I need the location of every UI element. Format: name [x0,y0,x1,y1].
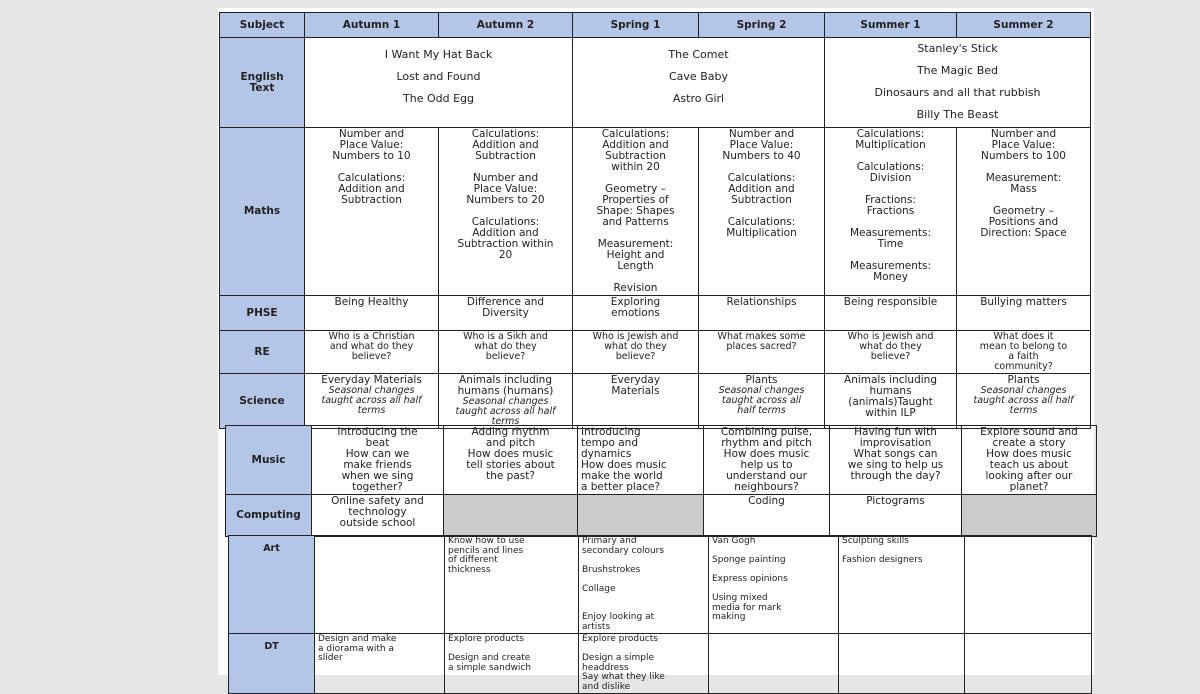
english-autumn-texts: I Want My Hat Back Lost and Found The Odd Egg [305,38,573,128]
dt-cell [839,634,965,694]
computing-cell: Coding [704,495,830,537]
maths-cell: Number and Place Value: Numbers to 10 Calculations: Addition and Subtraction [305,128,439,296]
re-cell: What makes some places sacred? [699,331,825,374]
science-note: Seasonal changes taught across all half terms [718,385,805,416]
maths-row [220,128,1091,296]
curriculum-table-main [219,12,1091,429]
science-topic: Everyday Materials [610,374,661,397]
music-cell: Introducing the beat How can we make friends when we sing together? [312,426,444,495]
science-topic: Plants [1007,374,1040,386]
music-label: Music [226,426,312,495]
phse-row [220,296,1091,331]
phse-label: PHSE [220,296,305,331]
computing-row [226,495,1097,537]
phse-cell: Being Healthy [305,296,439,331]
art-cell: Sculpting skills Fashion designers [839,536,965,634]
maths-cell: Number and Place Value: Numbers to 100 Measurement: Mass Geometry – Positions and Direction: Space [957,128,1091,296]
science-note: Seasonal changes taught across all half terms [973,385,1074,416]
art-cell: Van Gogh Sponge painting Express opinions Using mixed media for mark making [709,536,839,634]
dt-cell: Explore products Design a simple headdress Say what they like and dislike [579,634,709,694]
science-cell [825,374,957,429]
science-cell [573,374,699,429]
maths-cell: Calculations: Addition and Subtraction Number and Place Value: Numbers to 20 Calculations: Addition and Subtraction within 20 [439,128,573,296]
computing-cell: Online safety and technology outside school [312,495,444,537]
header-autumn-1: Autumn 1 [305,13,439,38]
re-cell: Who is a Christian and what do they believe? [305,331,439,374]
science-topic: Everyday Materials [321,374,422,386]
phse-cell: Bullying matters [957,296,1091,331]
dt-cell: Explore products Design and create a simple sandwich [445,634,579,694]
english-label: English Text [220,38,305,128]
computing-cell-empty [444,495,578,537]
header-spring-1: Spring 1 [573,13,699,38]
header-row [220,13,1091,38]
science-label: Science [220,374,305,429]
science-cell [699,374,825,429]
header-summer-1: Summer 1 [825,13,957,38]
science-row [220,374,1091,429]
science-note: Seasonal changes taught across all half terms [321,385,422,416]
science-topic: Animals including humans (animals)Taught within ILP [844,374,937,419]
header-summer-2: Summer 2 [957,13,1091,38]
header-subject: Subject [220,13,305,38]
dt-cell [965,634,1092,694]
computing-cell-empty [962,495,1097,537]
computing-label: Computing [226,495,312,537]
dt-row [229,634,1092,694]
dt-cell: Design and make a diorama with a slider [315,634,445,694]
music-row [226,426,1097,495]
header-autumn-2: Autumn 2 [439,13,573,38]
english-summer-texts: Stanley's Stick The Magic Bed Dinosaurs and all that rubbish Billy The Beast [825,38,1091,128]
art-cell: Know how to use pencils and lines of different thickness [445,536,579,634]
science-cell [957,374,1091,429]
music-cell: Having fun with improvisation What songs can we sing to help us through the day? [830,426,962,495]
art-cell [315,536,445,634]
header-spring-2: Spring 2 [699,13,825,38]
music-cell: Explore sound and create a story How does music teach us about looking after our planet? [962,426,1097,495]
maths-cell: Calculations: Multiplication Calculations: Division Fractions: Fractions Measurements: Time Measurements: Money [825,128,957,296]
science-note: Seasonal changes taught across all half terms [455,396,556,427]
science-cell [439,374,573,429]
phse-cell: Relationships [699,296,825,331]
computing-cell: Pictograms [830,495,962,537]
science-cell [305,374,439,429]
curriculum-document [218,8,1094,692]
dt-cell [709,634,839,694]
re-cell: Who is Jewish and what do they believe? [825,331,957,374]
re-cell: What does it mean to belong to a faith community? [957,331,1091,374]
dt-label: DT [229,634,315,694]
maths-cell: Number and Place Value: Numbers to 40 Calculations: Addition and Subtraction Calculations: Multiplication [699,128,825,296]
english-row [220,38,1091,128]
music-cell: Combining pulse, rhythm and pitch How does music help us to understand our neighbours? [704,426,830,495]
english-spring-texts: The Comet Cave Baby Astro Girl [573,38,825,128]
maths-label: Maths [220,128,305,296]
re-cell: Who is Jewish and what do they believe? [573,331,699,374]
music-cell: Introducing tempo and dynamics How does music make the world a better place? [578,426,704,495]
art-cell [965,536,1092,634]
art-label: Art [229,536,315,634]
curriculum-table-music-computing [225,425,1097,537]
re-cell: Who is a Sikh and what do they believe? [439,331,573,374]
music-cell: Adding rhythm and pitch How does music tell stories about the past? [444,426,578,495]
phse-cell: Difference and Diversity [439,296,573,331]
art-cell: Primary and secondary colours Brushstrokes Collage Enjoy looking at artists [579,536,709,634]
re-row [220,331,1091,374]
phse-cell: Being responsible [825,296,957,331]
phse-cell: Exploring emotions [573,296,699,331]
art-row [229,536,1092,634]
computing-cell-empty [578,495,704,537]
curriculum-table-art-dt [228,535,1092,694]
maths-cell: Calculations: Addition and Subtraction within 20 Geometry – Properties of Shape: Shapes and Patterns Measurement: Height and Length Revision [573,128,699,296]
re-label: RE [220,331,305,374]
science-topic: Plants [745,374,778,386]
science-topic: Animals including humans (humans) [457,374,554,397]
